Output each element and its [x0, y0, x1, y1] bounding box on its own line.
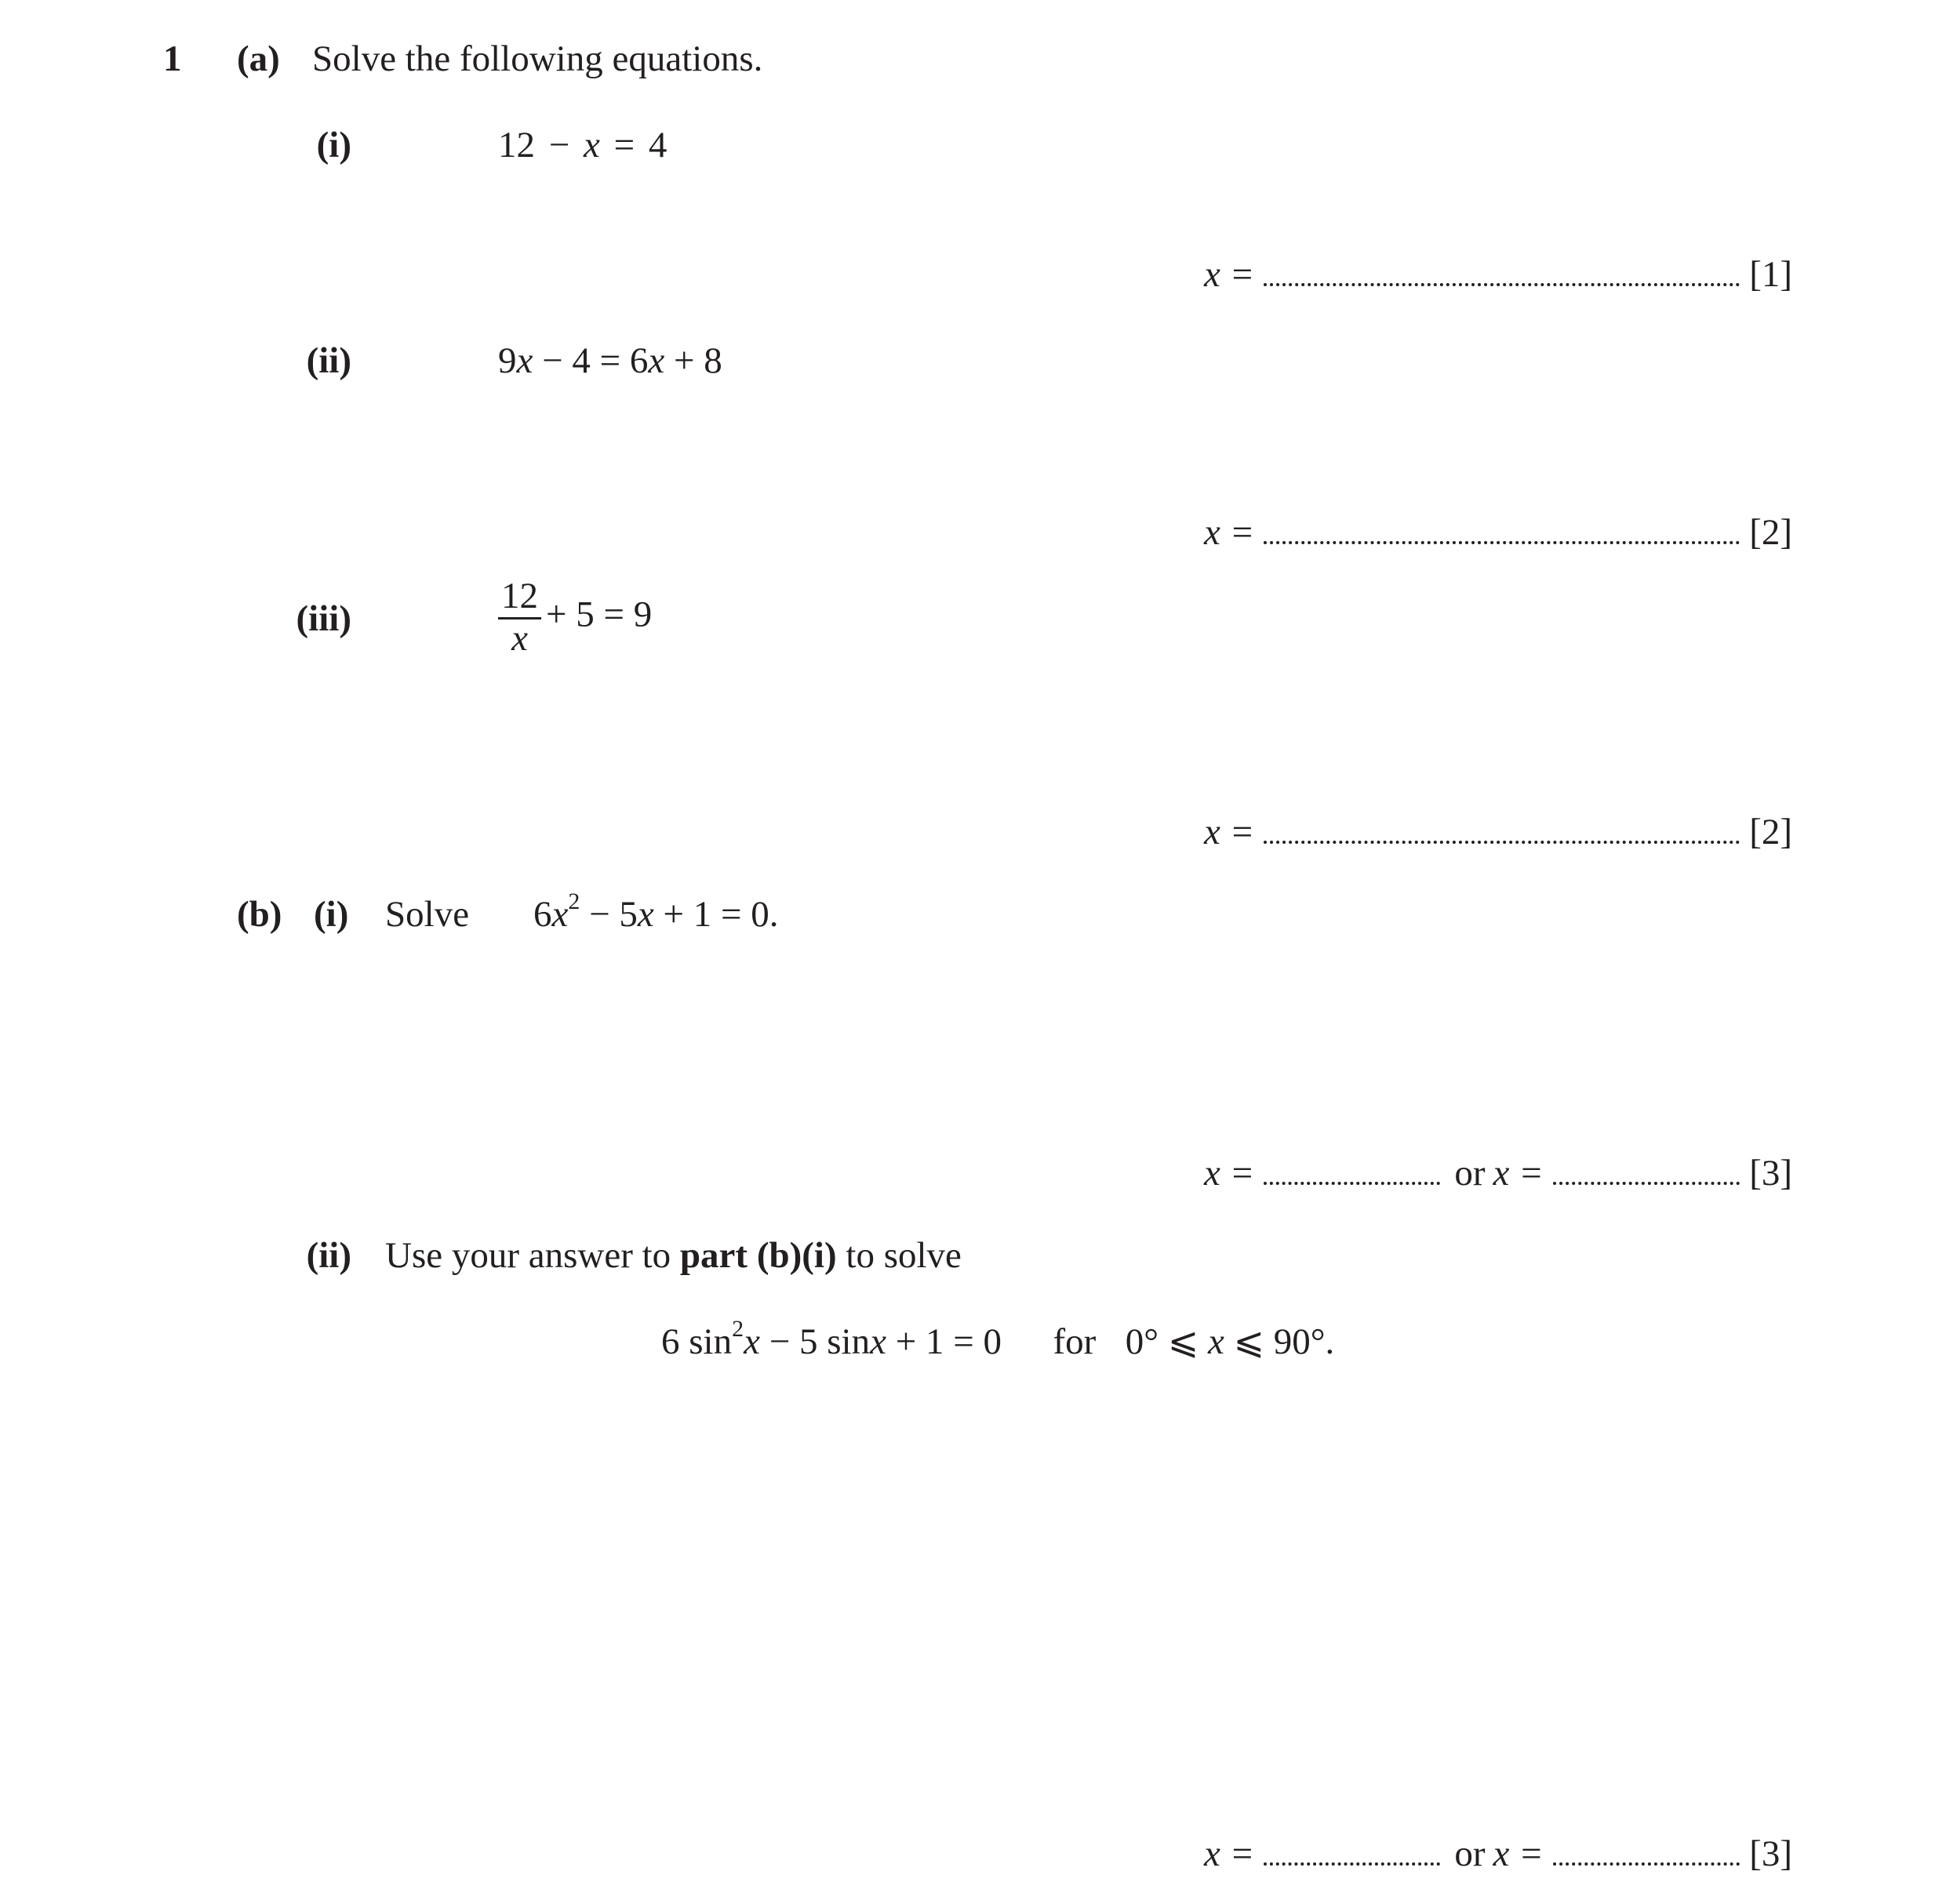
- equation-a-ii: 9x − 4 = 6x + 8: [498, 340, 722, 381]
- or-word: or: [1454, 1153, 1486, 1194]
- answer-line-b-ii[interactable]: [1204, 1833, 1792, 1874]
- answer-prefix: x =: [1204, 1833, 1255, 1874]
- mark-allocation: [2]: [1749, 512, 1792, 553]
- answer-line-b-i[interactable]: [1204, 1155, 1792, 1192]
- answer-dots-first[interactable]: [1264, 1839, 1440, 1866]
- answer-dots-second[interactable]: [1553, 1158, 1740, 1185]
- answer-dots[interactable]: [1264, 518, 1740, 544]
- or-word: or: [1454, 1833, 1486, 1874]
- answer-prefix: x =: [1204, 512, 1255, 553]
- answer-dots-first[interactable]: [1264, 1158, 1440, 1185]
- answer-prefix: x =: [1204, 1153, 1255, 1194]
- equation-b-ii: 6 $\sin^2x - 5$ sinx + 1 = 0 for 0° ⩽ x ⩽ 90°.: [661, 1316, 1335, 1362]
- answer-line-a-iii[interactable]: [1204, 814, 1792, 851]
- part-b-i-label: (i): [314, 894, 349, 935]
- part-a-iii-label: (iii): [296, 598, 351, 639]
- mark-allocation: [2]: [1749, 812, 1792, 852]
- answer-prefix-second: x =: [1493, 1833, 1544, 1874]
- part-a-i-label: (i): [316, 125, 351, 165]
- part-b-label: (b): [237, 894, 282, 935]
- part-b-ii-label: (ii): [306, 1235, 351, 1276]
- mark-allocation: [3]: [1749, 1833, 1792, 1874]
- answer-dots-second[interactable]: [1553, 1839, 1740, 1866]
- part-a-label: (a): [237, 38, 280, 79]
- solve-word: Solve: [385, 894, 470, 935]
- mark-allocation: [3]: [1749, 1153, 1792, 1194]
- answer-line-a-i[interactable]: [1204, 256, 1792, 293]
- answer-prefix: x =: [1204, 812, 1255, 852]
- part-b-ii-instruction: Use your answer to part (b)(i) to solve: [385, 1235, 962, 1276]
- answer-dots[interactable]: [1264, 817, 1740, 844]
- part-a-stem: Solve the following equations.: [312, 38, 763, 79]
- question-number: 1: [163, 38, 182, 79]
- answer-prefix: x =: [1204, 254, 1255, 295]
- equation-a-iii: $\frac{12}{x}$ + 5 = 9: [498, 577, 652, 659]
- answer-line-a-ii[interactable]: [1204, 514, 1792, 551]
- equation-a-i: 12 − x = 4: [498, 125, 667, 165]
- answer-dots[interactable]: [1264, 260, 1740, 286]
- equation-b-i: $6x^2 - 5x + 1 = 0$.: [533, 888, 779, 935]
- part-a-ii-label: (ii): [306, 340, 351, 381]
- answer-prefix-second: x =: [1493, 1153, 1544, 1194]
- mark-allocation: [1]: [1749, 254, 1792, 295]
- fraction: $\frac{12}{x}$: [498, 577, 541, 659]
